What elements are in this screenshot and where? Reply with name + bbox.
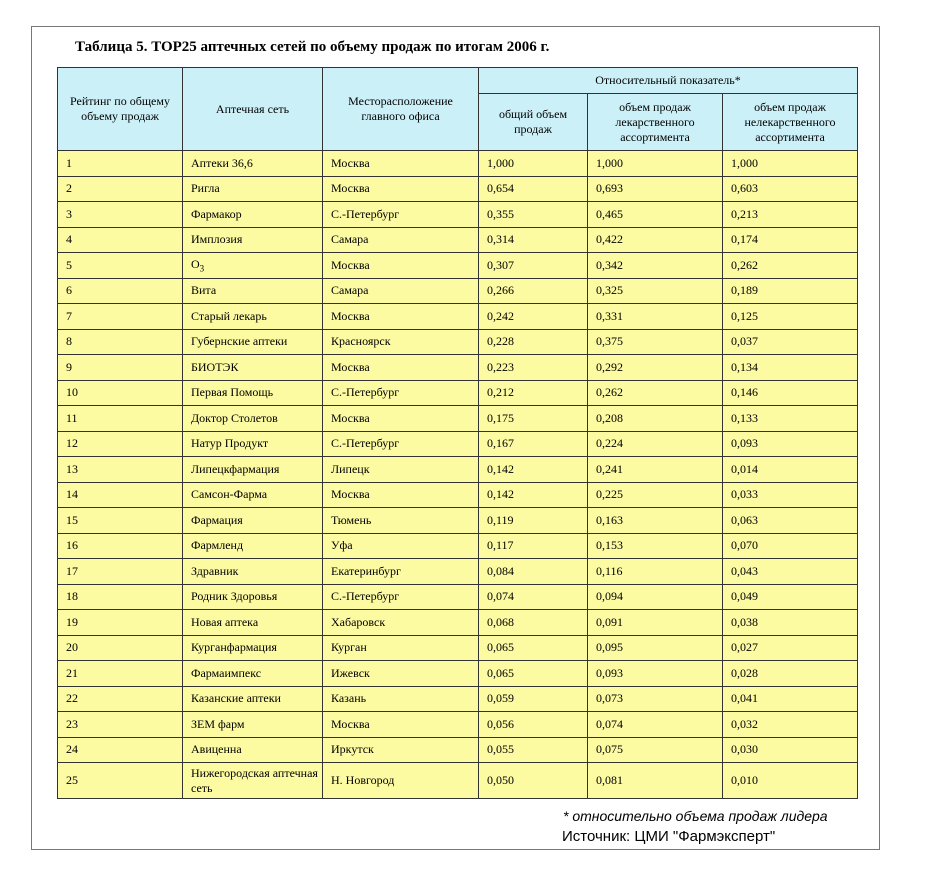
- cell-city: Москва: [323, 176, 479, 202]
- cell-nondrug: 0,189: [723, 278, 858, 304]
- cell-drug: 0,163: [588, 508, 723, 534]
- cell-rank: 22: [58, 686, 183, 712]
- cell-nondrug: 0,174: [723, 227, 858, 253]
- cell-nondrug: 0,063: [723, 508, 858, 534]
- table-row: [58, 406, 858, 432]
- cell-chain: Родник Здоровья: [183, 584, 323, 610]
- cell-drug: 0,075: [588, 737, 723, 763]
- cell-drug: 0,074: [588, 712, 723, 738]
- cell-drug: 0,093: [588, 661, 723, 687]
- cell-drug: 0,693: [588, 176, 723, 202]
- cell-total: 0,355: [479, 202, 588, 228]
- cell-total: 0,223: [479, 355, 588, 381]
- cell-nondrug: 0,014: [723, 457, 858, 483]
- cell-chain: Фармация: [183, 508, 323, 534]
- cell-rank: 19: [58, 610, 183, 636]
- cell-city: С.-Петербург: [323, 202, 479, 228]
- cell-city: Самара: [323, 227, 479, 253]
- cell-nondrug: 1,000: [723, 151, 858, 177]
- cell-nondrug: 0,033: [723, 482, 858, 508]
- cell-rank: 13: [58, 457, 183, 483]
- header-drug: объем продаж лекарственного ассортимента: [588, 94, 723, 151]
- cell-city: Н. Новгород: [323, 763, 479, 799]
- cell-total: 0,050: [479, 763, 588, 799]
- cell-chain: Ригла: [183, 176, 323, 202]
- cell-total: 0,065: [479, 661, 588, 687]
- table-row: [58, 533, 858, 559]
- cell-chain: Первая Помощь: [183, 380, 323, 406]
- cell-nondrug: 0,049: [723, 584, 858, 610]
- cell-chain: Нижегородская аптечная сеть: [183, 763, 323, 799]
- cell-total: 0,242: [479, 304, 588, 330]
- cell-chain: Вита: [183, 278, 323, 304]
- cell-chain: Авиценна: [183, 737, 323, 763]
- table-body: [58, 151, 858, 799]
- cell-chain: Фармакор: [183, 202, 323, 228]
- table-row: [58, 151, 858, 177]
- cell-drug: 0,081: [588, 763, 723, 799]
- cell-nondrug: 0,262: [723, 253, 858, 279]
- cell-drug: 0,224: [588, 431, 723, 457]
- table-row: [58, 227, 858, 253]
- cell-nondrug: 0,027: [723, 635, 858, 661]
- cell-city: Самара: [323, 278, 479, 304]
- cell-rank: 5: [58, 253, 183, 279]
- cell-city: Уфа: [323, 533, 479, 559]
- cell-rank: 11: [58, 406, 183, 432]
- cell-city: Екатеринбург: [323, 559, 479, 585]
- table-row: [58, 304, 858, 330]
- cell-total: 0,084: [479, 559, 588, 585]
- cell-nondrug: 0,070: [723, 533, 858, 559]
- cell-drug: 0,153: [588, 533, 723, 559]
- cell-city: Москва: [323, 712, 479, 738]
- cell-total: 0,117: [479, 533, 588, 559]
- cell-nondrug: 0,146: [723, 380, 858, 406]
- table-row: [58, 737, 858, 763]
- cell-chain: Аптеки 36,6: [183, 151, 323, 177]
- cell-drug: 0,095: [588, 635, 723, 661]
- cell-nondrug: 0,043: [723, 559, 858, 585]
- pharmacy-table: [57, 67, 858, 799]
- table-row: [58, 763, 858, 799]
- cell-rank: 23: [58, 712, 183, 738]
- cell-chain: Курганфармация: [183, 635, 323, 661]
- cell-city: Хабаровск: [323, 610, 479, 636]
- cell-drug: 0,116: [588, 559, 723, 585]
- cell-rank: 15: [58, 508, 183, 534]
- table-title: Таблица 5. TOP25 аптечных сетей по объему продаж по итогам 2006 г.: [75, 39, 550, 55]
- cell-total: 0,119: [479, 508, 588, 534]
- table-frame: [31, 26, 880, 850]
- cell-city: Москва: [323, 253, 479, 279]
- cell-chain: Липецкфармация: [183, 457, 323, 483]
- cell-city: Ижевск: [323, 661, 479, 687]
- cell-chain: Здравник: [183, 559, 323, 585]
- cell-rank: 10: [58, 380, 183, 406]
- cell-total: 0,056: [479, 712, 588, 738]
- source-note: Источник: ЦМИ "Фармэксперт": [562, 828, 776, 845]
- table-row: [58, 712, 858, 738]
- cell-chain: Доктор Столетов: [183, 406, 323, 432]
- table-row: [58, 661, 858, 687]
- cell-total: 0,059: [479, 686, 588, 712]
- table-row: [58, 278, 858, 304]
- cell-chain: Губернские аптеки: [183, 329, 323, 355]
- cell-nondrug: 0,093: [723, 431, 858, 457]
- cell-city: Казань: [323, 686, 479, 712]
- cell-rank: 12: [58, 431, 183, 457]
- cell-drug: 0,375: [588, 329, 723, 355]
- cell-drug: 0,292: [588, 355, 723, 381]
- cell-nondrug: 0,028: [723, 661, 858, 687]
- cell-chain: $O_3$: [183, 253, 323, 279]
- table-row: [58, 635, 858, 661]
- cell-chain: БИОТЭК: [183, 355, 323, 381]
- cell-total: 0,175: [479, 406, 588, 432]
- header-office: Месторасположение главного офиса: [323, 68, 479, 151]
- table-row: [58, 355, 858, 381]
- cell-total: 0,314: [479, 227, 588, 253]
- cell-city: Курган: [323, 635, 479, 661]
- cell-nondrug: 0,010: [723, 763, 858, 799]
- cell-nondrug: 0,041: [723, 686, 858, 712]
- cell-city: Иркутск: [323, 737, 479, 763]
- cell-city: Липецк: [323, 457, 479, 483]
- cell-drug: 0,241: [588, 457, 723, 483]
- table-row: [58, 253, 858, 279]
- table-row: [58, 329, 858, 355]
- cell-nondrug: 0,603: [723, 176, 858, 202]
- cell-total: 0,307: [479, 253, 588, 279]
- table-row: [58, 380, 858, 406]
- cell-drug: 0,422: [588, 227, 723, 253]
- header-relative-group: Относительный показатель*: [479, 68, 858, 94]
- table-row: [58, 457, 858, 483]
- cell-rank: 9: [58, 355, 183, 381]
- cell-drug: 0,331: [588, 304, 723, 330]
- cell-chain: Фармленд: [183, 533, 323, 559]
- header-chain: Аптечная сеть: [183, 68, 323, 151]
- header-nondrug: объем продаж нелекарственного ассортимента: [723, 94, 858, 151]
- cell-total: 0,142: [479, 457, 588, 483]
- cell-city: Москва: [323, 151, 479, 177]
- cell-drug: 0,325: [588, 278, 723, 304]
- cell-rank: 2: [58, 176, 183, 202]
- cell-rank: 3: [58, 202, 183, 228]
- cell-city: Красноярск: [323, 329, 479, 355]
- cell-drug: 0,073: [588, 686, 723, 712]
- table-row: [58, 202, 858, 228]
- cell-total: 0,266: [479, 278, 588, 304]
- cell-chain: Фармаимпекс: [183, 661, 323, 687]
- cell-total: 0,055: [479, 737, 588, 763]
- cell-nondrug: 0,037: [723, 329, 858, 355]
- cell-city: Москва: [323, 304, 479, 330]
- cell-city: Москва: [323, 406, 479, 432]
- cell-drug: 0,094: [588, 584, 723, 610]
- cell-total: 1,000: [479, 151, 588, 177]
- cell-chain: Имплозия: [183, 227, 323, 253]
- cell-nondrug: 0,213: [723, 202, 858, 228]
- cell-chain: Казанские аптеки: [183, 686, 323, 712]
- table-row: [58, 176, 858, 202]
- cell-city: Москва: [323, 482, 479, 508]
- cell-nondrug: 0,133: [723, 406, 858, 432]
- table-row: [58, 610, 858, 636]
- cell-city: Тюмень: [323, 508, 479, 534]
- header-total: общий объем продаж: [479, 94, 588, 151]
- cell-drug: 1,000: [588, 151, 723, 177]
- cell-nondrug: 0,038: [723, 610, 858, 636]
- table-row: [58, 482, 858, 508]
- cell-total: 0,654: [479, 176, 588, 202]
- cell-total: 0,074: [479, 584, 588, 610]
- cell-total: 0,167: [479, 431, 588, 457]
- cell-total: 0,228: [479, 329, 588, 355]
- cell-drug: 0,342: [588, 253, 723, 279]
- cell-rank: 25: [58, 763, 183, 799]
- cell-drug: 0,091: [588, 610, 723, 636]
- cell-city: С.-Петербург: [323, 584, 479, 610]
- footnote: * относительно объема продаж лидера: [563, 808, 828, 824]
- cell-city: Москва: [323, 355, 479, 381]
- table-row: [58, 559, 858, 585]
- cell-rank: 18: [58, 584, 183, 610]
- cell-drug: 0,225: [588, 482, 723, 508]
- cell-nondrug: 0,125: [723, 304, 858, 330]
- cell-rank: 20: [58, 635, 183, 661]
- cell-rank: 17: [58, 559, 183, 585]
- cell-rank: 4: [58, 227, 183, 253]
- cell-nondrug: 0,134: [723, 355, 858, 381]
- table-row: [58, 508, 858, 534]
- cell-total: 0,065: [479, 635, 588, 661]
- cell-rank: 8: [58, 329, 183, 355]
- table-row: [58, 686, 858, 712]
- cell-rank: 7: [58, 304, 183, 330]
- table-row: [58, 431, 858, 457]
- cell-city: С.-Петербург: [323, 431, 479, 457]
- cell-drug: 0,465: [588, 202, 723, 228]
- cell-total: 0,212: [479, 380, 588, 406]
- cell-chain: ЗЕМ фарм: [183, 712, 323, 738]
- cell-chain: Натур Продукт: [183, 431, 323, 457]
- cell-rank: 21: [58, 661, 183, 687]
- cell-rank: 14: [58, 482, 183, 508]
- cell-rank: 16: [58, 533, 183, 559]
- cell-total: 0,068: [479, 610, 588, 636]
- table-row: [58, 584, 858, 610]
- cell-nondrug: 0,032: [723, 712, 858, 738]
- cell-drug: 0,262: [588, 380, 723, 406]
- cell-drug: 0,208: [588, 406, 723, 432]
- cell-city: С.-Петербург: [323, 380, 479, 406]
- cell-total: 0,142: [479, 482, 588, 508]
- cell-rank: 1: [58, 151, 183, 177]
- cell-chain: Самсон-Фарма: [183, 482, 323, 508]
- cell-rank: 6: [58, 278, 183, 304]
- cell-chain: Старый лекарь: [183, 304, 323, 330]
- cell-nondrug: 0,030: [723, 737, 858, 763]
- header-rank: Рейтинг по общему объему продаж: [58, 68, 183, 151]
- cell-chain: Новая аптека: [183, 610, 323, 636]
- cell-rank: 24: [58, 737, 183, 763]
